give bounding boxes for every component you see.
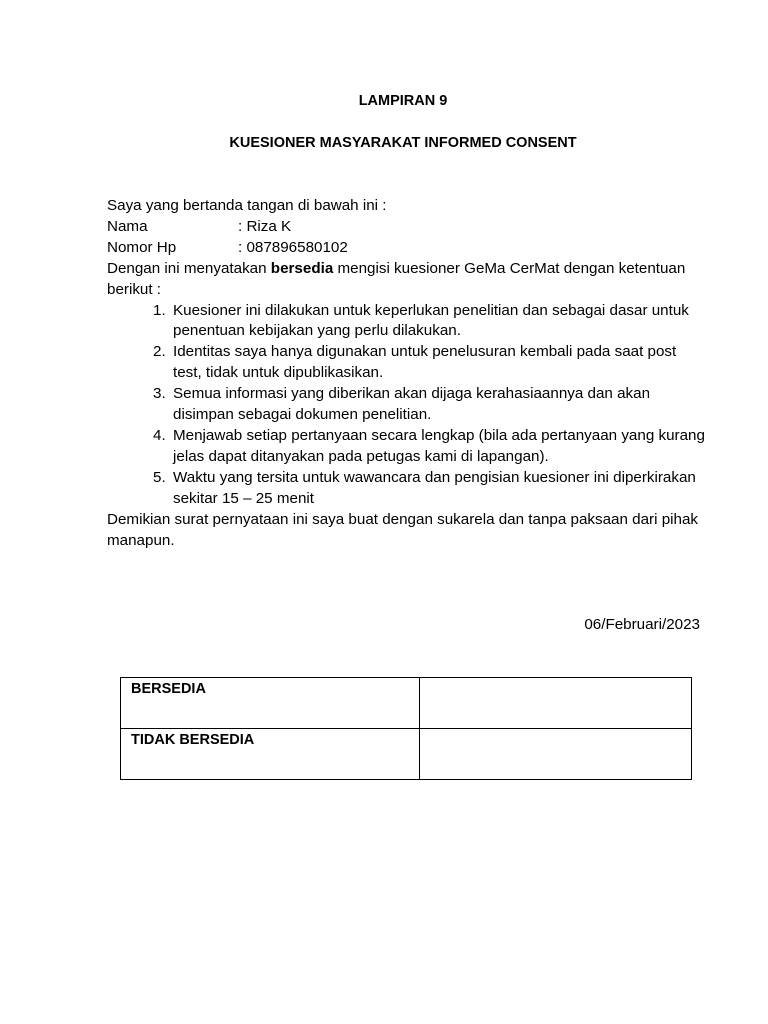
statement-text [107,259,707,301]
document-body [107,196,707,551]
list-text: Semua informasi yang diberikan akan dijaga kerahasiaannya dan akan disimpan sebagai dokumen penelitian. [173,385,651,424]
list-text: Waktu yang tersita untuk wawancara dan pengisian kuesioner ini diperkirakan sekitar 15 – 25 menit [173,468,696,507]
document-subtitle: KUESIONER MASYARAKAT INFORMED CONSENT [229,135,577,151]
list-number: 4. [153,426,166,444]
list-text: Menjawab setiap pertanyaan secara lengkap (bila ada pertanyaan yang kurang jelas dapat ditanyakan pada petugas kami di lapangan). [173,426,705,465]
list-text: Identitas saya hanya digunakan untuk penelusuran kembali pada saat post test, tidak untuk dipublikasikan. [173,343,677,382]
table-row [121,678,692,729]
list-number: 5. [153,468,166,486]
list-number: 1. [153,301,166,319]
field-label: Nomor Hp [107,238,177,256]
table-row [121,729,692,780]
list-item [107,426,707,468]
terms-list [107,301,707,510]
list-item [107,384,707,426]
statement-bold: bersedia [270,259,334,277]
choice-box-bersedia[interactable] [420,678,692,729]
list-item [107,342,707,384]
field-value: : Riza K [238,217,292,235]
intro-text: Saya yang bertanda tangan di bawah ini : [107,197,387,214]
statement-prefix: Dengan ini menyatakan [107,259,271,277]
document-title: LAMPIRAN 9 [358,93,448,109]
document-date: 06/Februari/2023 [584,616,700,633]
list-item [107,468,707,510]
field-value: : 087896580102 [238,238,348,256]
consent-choice-table [120,677,692,780]
choice-label-tidak-bersedia: TIDAK BERSEDIA [121,729,420,780]
list-item [107,301,707,343]
field-nomor-hp [107,238,707,259]
field-nama [107,217,707,238]
choice-box-tidak-bersedia[interactable] [420,729,692,780]
list-number: 3. [153,385,166,403]
field-label: Nama [107,217,148,235]
closing-text: Demikian surat pernyataan ini saya buat dengan sukarela dan tanpa paksaan dari pihak manapun. [107,510,699,549]
list-text: Kuesioner ini dilakukan untuk keperlukan penelitian dan sebagai dasar untuk penentuan kebijakan yang perlu dilakukan. [173,301,689,340]
choice-label-bersedia: BERSEDIA [121,678,420,729]
list-number: 2. [153,343,166,361]
statement-suffix: mengisi kuesioner GeMa CerMat dengan ketentuan berikut : [107,259,686,298]
